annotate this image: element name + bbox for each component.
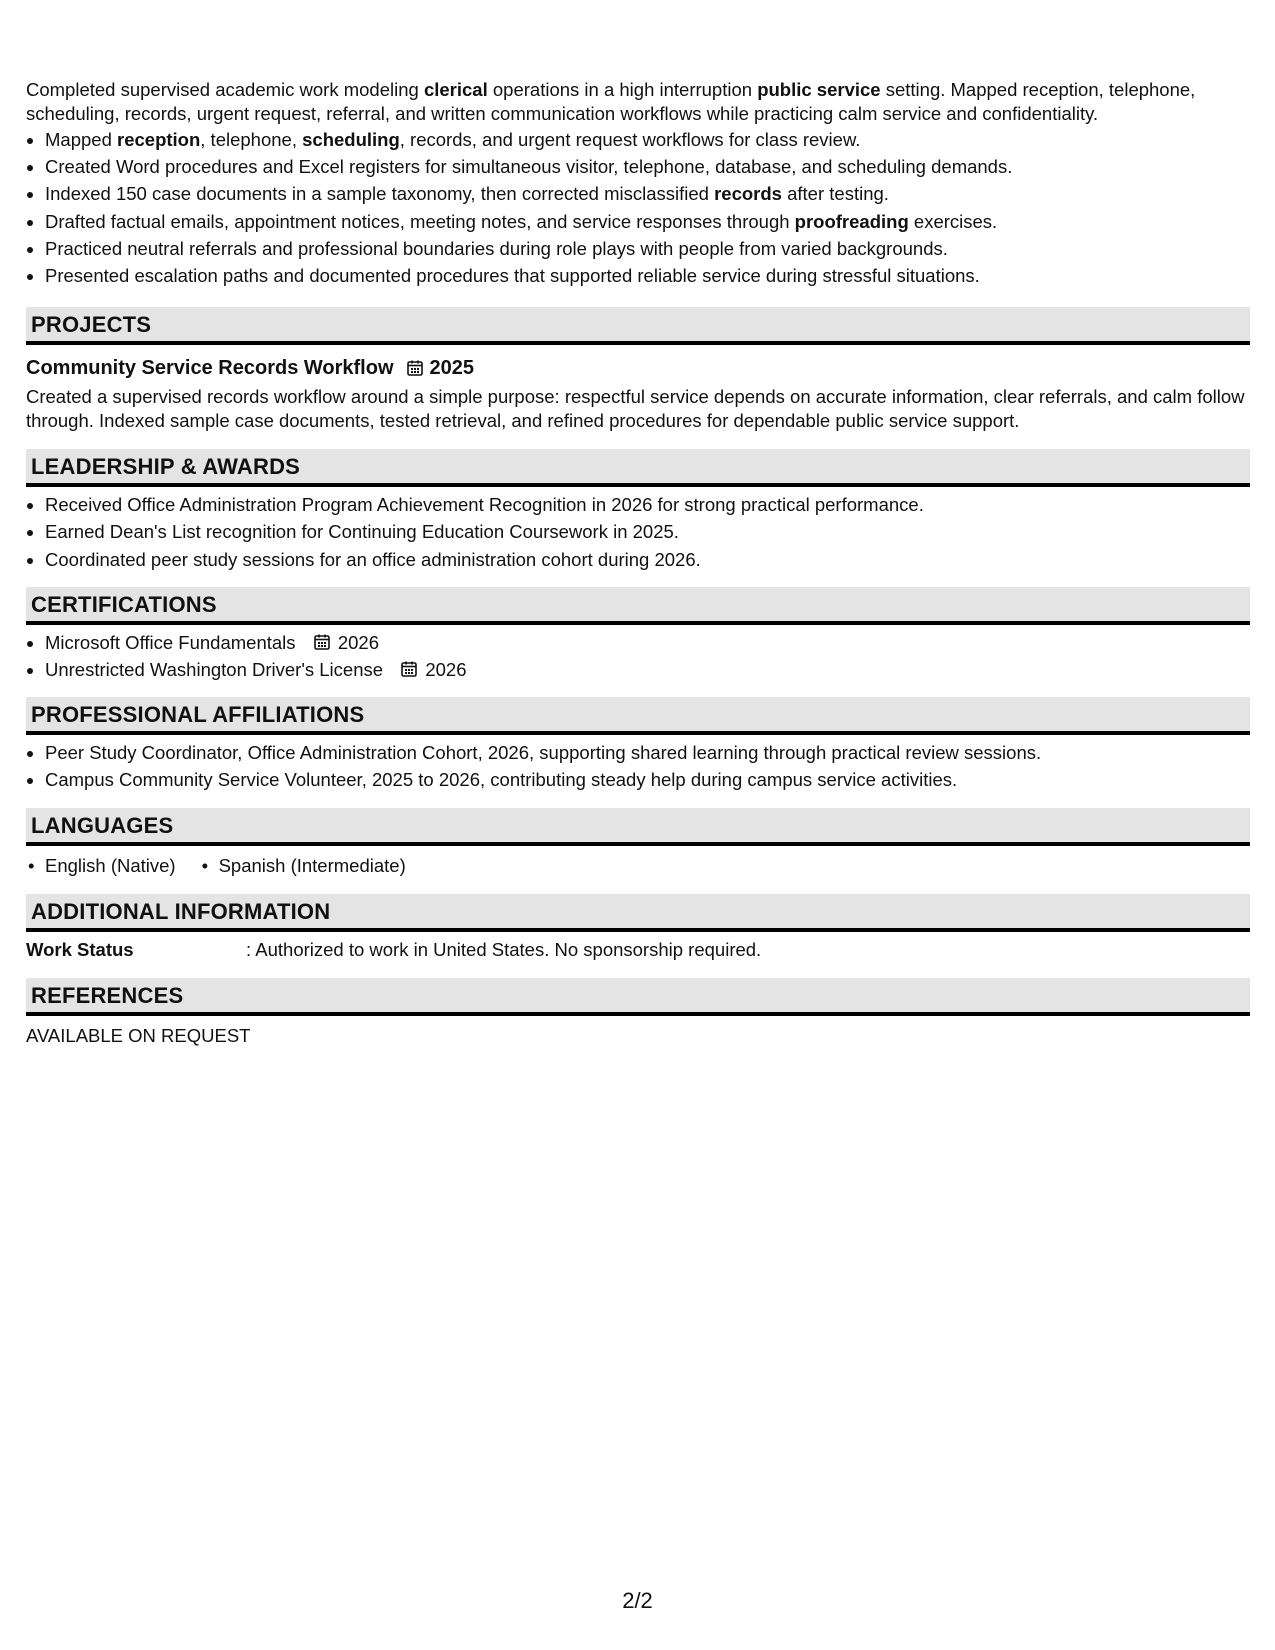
section-header-leadership: LEADERSHIP & AWARDS bbox=[26, 449, 1250, 487]
emphasized-text: proofreading bbox=[794, 210, 909, 232]
project-title-row bbox=[26, 355, 1250, 381]
certification-item bbox=[45, 656, 1250, 683]
languages-list bbox=[26, 854, 1250, 878]
page-number: 2/2 bbox=[622, 1588, 653, 1613]
leadership-item: • Coordinated peer study sessions for an office administration cohort during 2026. bbox=[45, 546, 1250, 573]
certification-year: 2026 bbox=[425, 659, 467, 681]
references-text: AVAILABLE ON REQUEST bbox=[26, 1024, 251, 1046]
emphasized-text: records bbox=[714, 183, 782, 205]
certification-name: Unrestricted Washington Driver's License bbox=[45, 659, 384, 681]
intro-bullet bbox=[45, 180, 1250, 207]
calendar-icon bbox=[406, 359, 424, 377]
language-item: • Spanish (Intermediate) bbox=[200, 854, 406, 878]
text-run: , telephone, bbox=[200, 129, 303, 150]
text-run: Indexed 150 case documents in a sample taxonomy, then corrected misclassified bbox=[45, 183, 715, 205]
emphasized-text: reception bbox=[117, 129, 201, 150]
text-run: Completed supervised academic work modeling bbox=[26, 79, 424, 100]
calendar-icon bbox=[313, 633, 331, 651]
section-header-additional: ADDITIONAL INFORMATION bbox=[26, 894, 1250, 932]
affiliation-item: • Campus Community Service Volunteer, 2025 to 2026, contributing steady help during campus service activities. bbox=[45, 766, 1250, 793]
section-header-affiliations: PROFESSIONAL AFFILIATIONS bbox=[26, 697, 1250, 735]
text-run: Presented escalation paths and documented procedures that supported reliable service during stressful situations. bbox=[45, 265, 980, 287]
certification-name: Microsoft Office Fundamentals bbox=[45, 631, 296, 653]
section-header-references: REFERENCES bbox=[26, 978, 1250, 1016]
intro-bullets bbox=[26, 126, 1250, 289]
project-description: Created a supervised records workflow around a simple purpose: respectful service depends on accurate information, clear referrals, and calm follow through. Indexed sample case documents, tested retrieval, and refined procedures for dependable public service support. bbox=[26, 386, 1245, 432]
project-year: 2025 bbox=[429, 356, 474, 379]
project-title: Community Service Records Workflow bbox=[26, 356, 394, 379]
text-run: , records, and urgent request workflows for class review. bbox=[399, 129, 861, 150]
text-run: Drafted factual emails, appointment notices, meeting notes, and service responses through bbox=[45, 210, 795, 232]
text-run: Practiced neutral referrals and professional boundaries during role plays with people from varied backgrounds. bbox=[45, 237, 948, 259]
text-run: operations in a high interruption bbox=[487, 79, 758, 100]
section-header-languages: LANGUAGES bbox=[26, 808, 1250, 846]
intro-paragraph bbox=[26, 78, 1250, 126]
section-header-projects: PROJECTS bbox=[26, 307, 1250, 345]
work-status-row bbox=[26, 938, 1250, 962]
intro-bullet bbox=[45, 235, 1250, 262]
leadership-item: • Earned Dean's List recognition for Continuing Education Coursework in 2025. bbox=[45, 518, 1250, 545]
resume-page bbox=[26, 78, 1250, 1048]
emphasized-text: scheduling bbox=[302, 129, 400, 150]
emphasized-text: clerical bbox=[423, 79, 488, 100]
intro-bullet bbox=[45, 153, 1250, 180]
text-run: after testing. bbox=[781, 183, 889, 205]
intro-bullet bbox=[45, 126, 1250, 153]
text-run: setting. Mapped reception, telephone, scheduling, records, urgent request, referral, and written communication workflows while practicing calm service and confidentiality. bbox=[26, 79, 1196, 124]
text-run: exercises. bbox=[908, 210, 998, 232]
work-status-label: Work Status bbox=[26, 938, 134, 960]
emphasized-text: public service bbox=[757, 79, 881, 100]
leadership-list bbox=[26, 491, 1250, 573]
text-run: Mapped bbox=[45, 129, 117, 150]
calendar-icon bbox=[400, 660, 418, 678]
intro-bullet bbox=[45, 208, 1250, 235]
affiliation-item: • Peer Study Coordinator, Office Administration Cohort, 2026, supporting shared learning through practical review sessions. bbox=[45, 739, 1250, 766]
certification-item bbox=[45, 629, 1250, 656]
language-item: • English (Native) bbox=[26, 854, 176, 878]
affiliations-list bbox=[26, 739, 1250, 793]
certification-year: 2026 bbox=[337, 631, 379, 653]
certifications-list bbox=[26, 629, 1250, 683]
leadership-item: • Received Office Administration Program Achievement Recognition in 2026 for strong practical performance. bbox=[45, 491, 1250, 518]
work-status-value: : Authorized to work in United States. No sponsorship required. bbox=[246, 938, 762, 960]
text-run: Created Word procedures and Excel registers for simultaneous visitor, telephone, database, and scheduling demands. bbox=[45, 156, 1013, 178]
intro-bullet bbox=[45, 262, 1250, 289]
section-header-certifications: CERTIFICATIONS bbox=[26, 587, 1250, 625]
